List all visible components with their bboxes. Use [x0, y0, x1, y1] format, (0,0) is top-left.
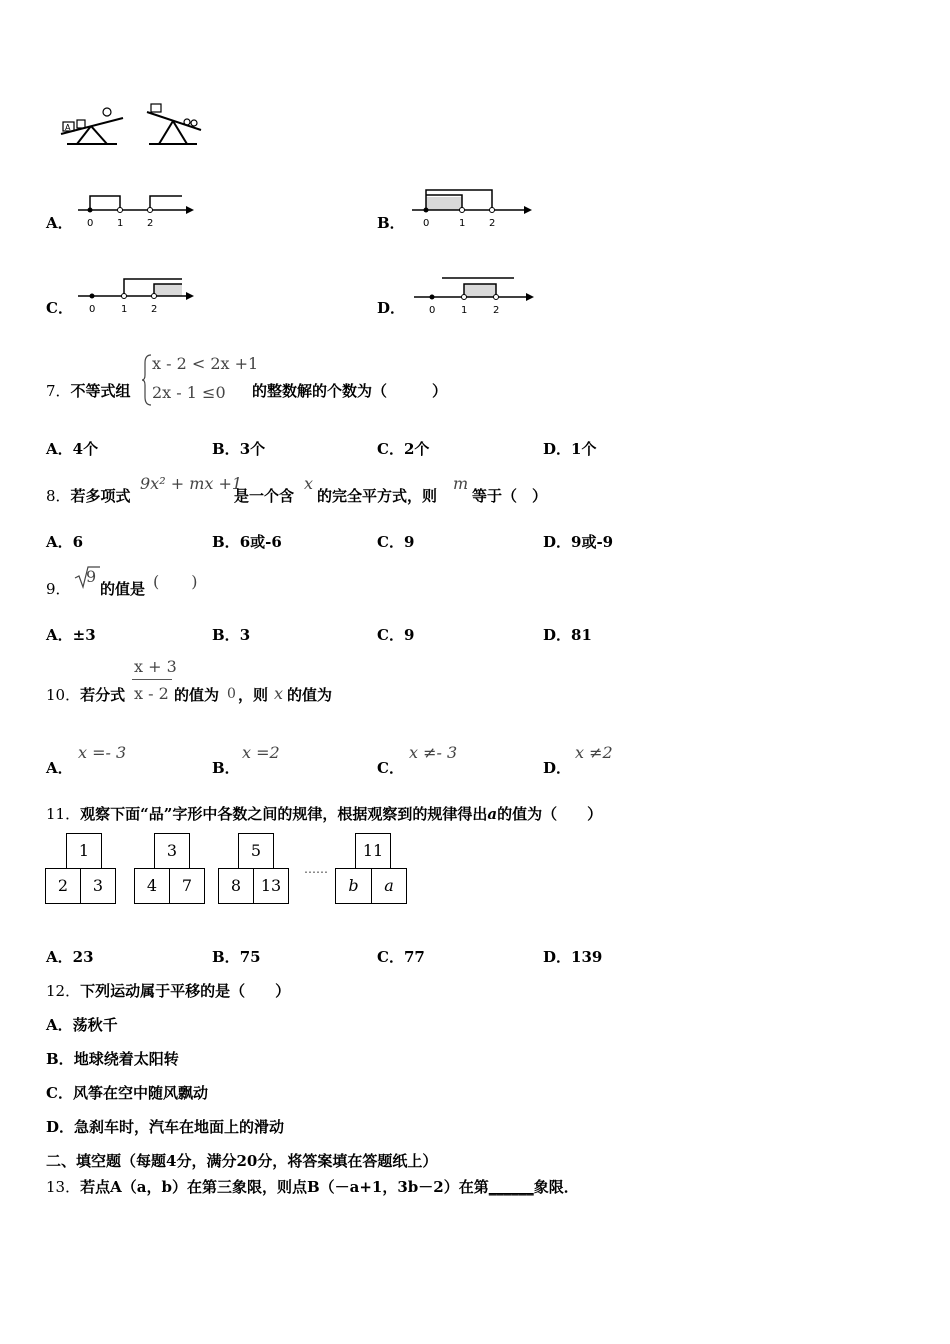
tick-2: 2: [151, 304, 158, 315]
q8-stem-a: 8．若多项式: [46, 487, 131, 505]
balance-label-a: A: [65, 123, 71, 132]
q8-var-x: x: [304, 474, 314, 493]
q9-option-a[interactable]: A．±3: [46, 626, 96, 644]
number-line-d[interactable]: [410, 272, 540, 317]
q8-expression: 9x² + mx +1: [140, 474, 243, 493]
answer-blank[interactable]: ______: [488, 1178, 534, 1196]
q7-stem: 7．不等式组: [46, 382, 131, 400]
q9-paren: ( ): [153, 572, 198, 591]
q8-option-a[interactable]: A．6: [46, 533, 84, 551]
q9-radicand: 9: [86, 567, 97, 586]
tick-0: 0: [89, 304, 96, 315]
pin-left: b: [335, 868, 372, 904]
q11-option-a[interactable]: A．23: [46, 948, 94, 966]
q12-stem: 12．下列运动属于平移的是（ ）: [46, 982, 291, 1000]
q10-var-x: x: [274, 684, 284, 703]
section-title: 二、填空题（每题4分，满分20分，将答案填在答题纸上）: [46, 1152, 438, 1170]
number-line-c[interactable]: [76, 272, 200, 317]
tick-2: 2: [489, 218, 496, 229]
q7-option-c[interactable]: C．2个: [377, 440, 430, 458]
q12-option-d[interactable]: D．急刹车时，汽车在地面上的滑动: [46, 1118, 285, 1136]
pin-right: a: [371, 868, 407, 904]
q8-var-m: m: [453, 474, 469, 493]
q8-option-d[interactable]: D．9或-9: [543, 533, 614, 551]
tick-1: 1: [459, 218, 466, 229]
q10-zero: 0: [227, 686, 236, 702]
q10-stem-b: 的值为: [174, 686, 220, 704]
q10-stem-d: 的值为: [287, 686, 333, 704]
pin-top: 1: [66, 833, 102, 869]
q10-option-c-text[interactable]: x ≠- 3: [409, 743, 458, 762]
q8-stem-b: 是一个含: [234, 487, 295, 505]
pin-right: 7: [169, 868, 205, 904]
q8-option-b[interactable]: B．6或-6: [212, 533, 282, 551]
q10-numerator: x + 3: [134, 657, 177, 676]
tick-2: 2: [493, 305, 500, 316]
q11-option-d[interactable]: D．139: [543, 948, 603, 966]
q10-option-b-text[interactable]: x =2: [242, 743, 280, 762]
q11-option-b[interactable]: B．75: [212, 948, 261, 966]
pin-left: 2: [45, 868, 81, 904]
balance-scale-right: [147, 104, 201, 144]
tick-1: 1: [117, 218, 124, 229]
q9-stem: 的值是: [100, 580, 146, 598]
q9-number: 9．: [46, 580, 71, 598]
tick-2: 2: [147, 218, 154, 229]
q8-stem-d: 等于（ ）: [472, 487, 548, 505]
pin-top: 3: [154, 833, 190, 869]
q12-option-a[interactable]: A．荡秋千: [46, 1016, 118, 1034]
number-line-b[interactable]: [408, 185, 538, 230]
pin-left: 8: [218, 868, 254, 904]
q10-stem-a: 10．若分式: [46, 686, 126, 704]
tick-1: 1: [121, 304, 128, 315]
q10-option-c-label[interactable]: C．: [377, 759, 404, 777]
q10-option-a-label[interactable]: A．: [46, 759, 73, 777]
q7-option-d[interactable]: D．1个: [543, 440, 597, 458]
q7-option-a[interactable]: A．4个: [46, 440, 99, 458]
q9-option-d[interactable]: D．81: [543, 626, 592, 644]
q10-option-d-label[interactable]: D．: [543, 759, 572, 777]
tick-0: 0: [423, 218, 430, 229]
q7-inequality-1: x - 2 < 2x +1: [152, 354, 259, 373]
balance-scales-figure: [55, 100, 210, 148]
q9-option-c[interactable]: C．9: [377, 626, 415, 644]
q7-option-b[interactable]: B．3个: [212, 440, 266, 458]
pin-top: 11: [355, 833, 391, 869]
q10-denominator: x - 2: [134, 684, 169, 703]
tick-1: 1: [461, 305, 468, 316]
pin-right: 13: [253, 868, 289, 904]
q6-option-b-label[interactable]: B．: [377, 214, 405, 232]
q6-option-c-label[interactable]: C．: [46, 299, 73, 317]
q6-option-a-label[interactable]: A．: [46, 214, 73, 232]
figures-ellipsis: ……: [304, 862, 328, 876]
q13-stem: 13．若点A（a，b）在第三象限，则点B（－a+1，3b－2）在第______象限．: [46, 1178, 579, 1196]
q9-option-b[interactable]: B．3: [212, 626, 251, 644]
q10-option-a-text[interactable]: x =- 3: [78, 743, 127, 762]
pin-left: 4: [134, 868, 170, 904]
q10-stem-c: ，则: [238, 686, 269, 704]
q10-option-d-text[interactable]: x ≠2: [575, 743, 613, 762]
q8-option-c[interactable]: C．9: [377, 533, 415, 551]
pin-right: 3: [80, 868, 116, 904]
q12-option-c[interactable]: C．风筝在空中随风飘动: [46, 1084, 208, 1102]
q11-option-c[interactable]: C．77: [377, 948, 425, 966]
q11-stem: 11．观察下面“品”字形中各数之间的规律，根据观察到的规律得出a的值为（ ）: [46, 805, 603, 823]
fraction-bar: [132, 679, 172, 680]
q6-option-d-label[interactable]: D．: [377, 299, 406, 317]
tick-0: 0: [429, 305, 436, 316]
q7-stem-after: 的整数解的个数为（ ）: [252, 382, 448, 400]
pin-top: 5: [238, 833, 274, 869]
tick-0: 0: [87, 218, 94, 229]
q7-inequality-2: 2x - 1 ≤0: [152, 383, 226, 402]
q10-option-b-label[interactable]: B．: [212, 759, 240, 777]
q12-option-b[interactable]: B．地球绕着太阳转: [46, 1050, 179, 1068]
number-line-a[interactable]: [76, 190, 196, 230]
q8-stem-c: 的完全平方式，则: [317, 487, 438, 505]
